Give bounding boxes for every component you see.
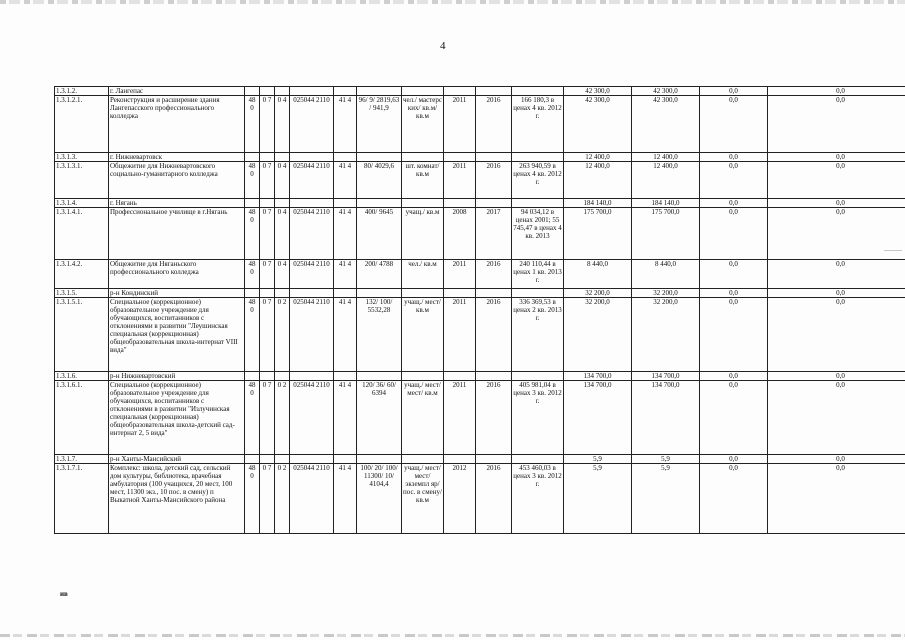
col-capacity-unit [402, 289, 444, 298]
col-target-article: 025044 2110 [290, 260, 334, 289]
item-row [55, 298, 905, 372]
col-amount-4: 0,0 [768, 298, 905, 372]
col-target-article [290, 455, 334, 464]
col-capacity [357, 87, 402, 96]
col-start-year [444, 289, 476, 298]
item-row [55, 260, 905, 289]
col-amount-4: 0,0 [768, 153, 905, 162]
col-ministry: 48 0 [245, 162, 260, 199]
col-ministry: 48 0 [245, 208, 260, 260]
col-amount-4: 0,0 [768, 96, 905, 153]
col-amount-4: 0,0 [768, 455, 905, 464]
row-name: р-н Кондинский [109, 289, 245, 298]
col-amount-3: 0,0 [700, 381, 768, 455]
row-name: р-н Ханты-Мансийский [109, 455, 245, 464]
col-amount-3: 0,0 [700, 96, 768, 153]
col-amount-3: 0,0 [700, 208, 768, 260]
col-section: 0 7 [260, 96, 275, 153]
col-subsection: 0 4 [275, 260, 290, 289]
col-amount-2: 5,9 [632, 464, 700, 534]
col-section [260, 372, 275, 381]
item-row [55, 464, 905, 534]
col-estimated-cost [512, 199, 564, 208]
col-end-year: 2016 [476, 298, 512, 372]
col-end-year: 2017 [476, 208, 512, 260]
col-section: 0 7 [260, 464, 275, 534]
corner-mark: ив [60, 590, 68, 598]
row-code: 1.3.1.5.1. [55, 298, 109, 372]
col-end-year: 2016 [476, 96, 512, 153]
row-code: 1.3.1.3. [55, 153, 109, 162]
col-target-article [290, 87, 334, 96]
col-end-year [476, 455, 512, 464]
row-name: Специальное (коррекционное) образовательное учреждение для обучающихся, воспитанников с отклонениями в развитии "Леушинская специальная (коррекционная) общеобразовательная школа-интернат VIII вида" [109, 298, 245, 372]
col-subsection [275, 153, 290, 162]
col-section: 0 7 [260, 208, 275, 260]
col-expense-type [334, 372, 357, 381]
col-start-year [444, 372, 476, 381]
col-end-year: 2016 [476, 162, 512, 199]
row-code: 1.3.1.4.1. [55, 208, 109, 260]
col-amount-2: 42 300,0 [632, 96, 700, 153]
row-name: р-н Нижневартовский [109, 372, 245, 381]
col-target-article: 025044 2110 [290, 162, 334, 199]
col-ministry [245, 455, 260, 464]
col-capacity-unit [402, 87, 444, 96]
group-row [55, 199, 905, 208]
col-start-year [444, 455, 476, 464]
col-amount-3: 0,0 [700, 87, 768, 96]
col-start-year: 2011 [444, 298, 476, 372]
col-amount-3: 0,0 [700, 298, 768, 372]
col-ministry: 48 0 [245, 464, 260, 534]
group-row [55, 153, 905, 162]
row-code: 1.3.1.4. [55, 199, 109, 208]
col-capacity [357, 372, 402, 381]
col-section [260, 199, 275, 208]
row-name: г. Лангепас [109, 87, 245, 96]
col-subsection [275, 455, 290, 464]
col-amount-2: 134 700,0 [632, 381, 700, 455]
col-estimated-cost: 166 180,3 в ценах 4 кв. 2012 г. [512, 96, 564, 153]
col-estimated-cost: 240 110,44 в ценах 1 кв. 2013 г. [512, 260, 564, 289]
col-section: 0 7 [260, 260, 275, 289]
col-ministry: 48 0 [245, 298, 260, 372]
col-estimated-cost: 336 369,53 в ценах 2 кв. 2013 г. [512, 298, 564, 372]
col-end-year [476, 87, 512, 96]
col-expense-type [334, 289, 357, 298]
col-capacity [357, 455, 402, 464]
col-amount-4: 0,0 [768, 260, 905, 289]
scan-top-edge [0, 0, 905, 4]
col-ministry: 48 0 [245, 381, 260, 455]
col-subsection: 0 2 [275, 381, 290, 455]
col-capacity-unit: учащ./ мест/ мест/ кв.м [402, 381, 444, 455]
col-target-article [290, 199, 334, 208]
col-expense-type: 41 4 [334, 464, 357, 534]
col-capacity-unit: учащ./ мест/ кв.м [402, 298, 444, 372]
col-subsection [275, 372, 290, 381]
col-capacity-unit [402, 372, 444, 381]
col-capacity [357, 289, 402, 298]
col-section [260, 289, 275, 298]
col-amount-1: 134 700,0 [564, 381, 632, 455]
col-section: 0 7 [260, 298, 275, 372]
row-code: 1.3.1.2.1. [55, 96, 109, 153]
col-amount-3: 0,0 [700, 153, 768, 162]
col-estimated-cost: 263 940,59 в ценах 4 кв. 2012 г. [512, 162, 564, 199]
row-code: 1.3.1.3.1. [55, 162, 109, 199]
col-target-article [290, 289, 334, 298]
col-capacity-unit [402, 455, 444, 464]
col-subsection: 0 2 [275, 464, 290, 534]
col-expense-type: 41 4 [334, 298, 357, 372]
col-end-year [476, 153, 512, 162]
col-amount-1: 32 200,0 [564, 298, 632, 372]
col-capacity [357, 199, 402, 208]
col-ministry [245, 87, 260, 96]
col-section: 0 7 [260, 162, 275, 199]
col-amount-4: 0,0 [768, 162, 905, 199]
col-capacity: 200/ 4788 [357, 260, 402, 289]
row-name: Профессиональное училище в г.Нягань [109, 208, 245, 260]
col-amount-4: 0,0 [768, 372, 905, 381]
col-capacity: 80/ 4029,6 [357, 162, 402, 199]
col-capacity-unit: чел./ кв.м [402, 260, 444, 289]
row-name: г. Нягань [109, 199, 245, 208]
col-start-year [444, 153, 476, 162]
col-amount-2: 184 140,0 [632, 199, 700, 208]
col-expense-type [334, 153, 357, 162]
col-ministry [245, 199, 260, 208]
item-row [55, 162, 905, 199]
col-amount-2: 42 300,0 [632, 87, 700, 96]
row-name: г. Нижневартовск [109, 153, 245, 162]
col-amount-1: 42 300,0 [564, 96, 632, 153]
col-amount-1: 134 700,0 [564, 372, 632, 381]
col-start-year [444, 87, 476, 96]
col-expense-type [334, 87, 357, 96]
col-start-year: 2011 [444, 381, 476, 455]
col-amount-3: 0,0 [700, 199, 768, 208]
col-amount-3: 0,0 [700, 455, 768, 464]
item-row [55, 208, 905, 260]
col-start-year: 2011 [444, 162, 476, 199]
item-row [55, 381, 905, 455]
col-end-year: 2016 [476, 381, 512, 455]
col-amount-2: 12 400,0 [632, 162, 700, 199]
row-name: Общежитие для Нижневартовского социально-гуманитарного колледжа [109, 162, 245, 199]
col-start-year: 2011 [444, 96, 476, 153]
col-ministry [245, 289, 260, 298]
col-amount-4: 0,0 [768, 87, 905, 96]
col-target-article: 025044 2110 [290, 96, 334, 153]
col-expense-type: 41 4 [334, 260, 357, 289]
row-name: Специальное (коррекционное) образовательное учреждение для обучающихся, воспитанников с отклонениями в развитии "Излучинская специальная (коррекционная) общеобразовательная школа-детский сад-интернат 2, 5 вида" [109, 381, 245, 455]
row-name: Комплекс: школа, детский сад, сельский дом культуры, библиотека, врачебная амбулатория (100 учащихся, 20 мест, 100 мест, 11300 экз., 10 пос. в смену) п Выкатной Ханты-Мансийского района [109, 464, 245, 534]
col-estimated-cost [512, 289, 564, 298]
col-section [260, 153, 275, 162]
col-amount-1: 8 440,0 [564, 260, 632, 289]
col-target-article [290, 372, 334, 381]
col-expense-type: 41 4 [334, 208, 357, 260]
col-amount-2: 8 440,0 [632, 260, 700, 289]
col-end-year: 2016 [476, 260, 512, 289]
col-amount-1: 12 400,0 [564, 153, 632, 162]
col-amount-2: 32 200,0 [632, 289, 700, 298]
col-amount-1: 5,9 [564, 464, 632, 534]
col-amount-3: 0,0 [700, 372, 768, 381]
col-amount-3: 0,0 [700, 162, 768, 199]
row-code: 1.3.1.2. [55, 87, 109, 96]
col-capacity-unit: учащ./ кв.м [402, 208, 444, 260]
col-target-article: 025044 2110 [290, 298, 334, 372]
col-subsection [275, 289, 290, 298]
col-end-year: 2016 [476, 464, 512, 534]
col-amount-3: 0,0 [700, 464, 768, 534]
col-ministry [245, 372, 260, 381]
col-capacity-unit: учащ./ мест/ мест/ экземпл яр/ пос. в смену/ кв.м [402, 464, 444, 534]
item-row [55, 96, 905, 153]
col-estimated-cost [512, 455, 564, 464]
col-expense-type [334, 455, 357, 464]
scan-bottom-edge [0, 634, 905, 637]
col-amount-1: 184 140,0 [564, 199, 632, 208]
col-amount-2: 134 700,0 [632, 372, 700, 381]
col-amount-2: 175 700,0 [632, 208, 700, 260]
col-estimated-cost [512, 87, 564, 96]
col-amount-2: 5,9 [632, 455, 700, 464]
col-capacity-unit [402, 153, 444, 162]
col-ministry [245, 153, 260, 162]
col-capacity: 100/ 20/ 100/ 11300/ 10/ 4104,4 [357, 464, 402, 534]
col-ministry: 48 0 [245, 96, 260, 153]
col-amount-4: 0,0 [768, 381, 905, 455]
col-target-article [290, 153, 334, 162]
row-code: 1.3.1.7.1. [55, 464, 109, 534]
col-section [260, 455, 275, 464]
group-row [55, 455, 905, 464]
col-capacity-unit [402, 199, 444, 208]
col-estimated-cost [512, 153, 564, 162]
row-code: 1.3.1.6.1. [55, 381, 109, 455]
col-subsection [275, 87, 290, 96]
col-target-article: 025044 2110 [290, 381, 334, 455]
col-target-article: 025044 2110 [290, 208, 334, 260]
col-expense-type: 41 4 [334, 96, 357, 153]
col-end-year [476, 372, 512, 381]
col-expense-type: 41 4 [334, 381, 357, 455]
col-section: 0 7 [260, 381, 275, 455]
row-name: Общежитие для Няганьского профессионального колледжа [109, 260, 245, 289]
col-start-year: 2011 [444, 260, 476, 289]
col-subsection: 0 4 [275, 208, 290, 260]
col-amount-4: 0,0 [768, 464, 905, 534]
row-code: 1.3.1.6. [55, 372, 109, 381]
row-code: 1.3.1.7. [55, 455, 109, 464]
col-section [260, 87, 275, 96]
page-number: 4 [440, 40, 446, 52]
col-amount-1: 12 400,0 [564, 162, 632, 199]
row-code: 1.3.1.4.2. [55, 260, 109, 289]
col-subsection: 0 4 [275, 96, 290, 153]
col-subsection: 0 2 [275, 298, 290, 372]
col-amount-1: 42 300,0 [564, 87, 632, 96]
col-target-article: 025044 2110 [290, 464, 334, 534]
col-amount-4: 0,0 [768, 289, 905, 298]
col-capacity-unit: шт. комнат/ кв.м [402, 162, 444, 199]
col-estimated-cost [512, 372, 564, 381]
group-row [55, 372, 905, 381]
col-capacity [357, 153, 402, 162]
col-start-year [444, 199, 476, 208]
row-name: Реконструкция и расширение здания Лангепасского профессионального колледжа [109, 96, 245, 153]
col-amount-4: 0,0 [768, 199, 905, 208]
col-estimated-cost: 94 034,12 в ценах 2001; 55 745,47 в ценах 4 кв. 2013 [512, 208, 564, 260]
col-capacity: 132/ 100/ 5532,28 [357, 298, 402, 372]
col-capacity-unit: чел./ мастерс ких/ кв.м/ кв.м [402, 96, 444, 153]
col-subsection [275, 199, 290, 208]
col-capacity: 96/ 9/ 2819,63 / 941,9 [357, 96, 402, 153]
col-end-year [476, 199, 512, 208]
col-estimated-cost: 453 460,03 в ценах 3 кв. 2012 г. [512, 464, 564, 534]
col-amount-4: 0,0 [768, 208, 905, 260]
col-capacity: 400/ 9645 [357, 208, 402, 260]
col-amount-1: 175 700,0 [564, 208, 632, 260]
col-amount-2: 12 400,0 [632, 153, 700, 162]
group-row [55, 87, 905, 96]
col-expense-type [334, 199, 357, 208]
col-capacity: 120/ 36/ 60/ 6394 [357, 381, 402, 455]
col-amount-3: 0,0 [700, 260, 768, 289]
col-amount-1: 32 200,0 [564, 289, 632, 298]
group-row [55, 289, 905, 298]
col-amount-3: 0,0 [700, 289, 768, 298]
col-expense-type: 41 4 [334, 162, 357, 199]
col-amount-1: 5,9 [564, 455, 632, 464]
row-code: 1.3.1.5. [55, 289, 109, 298]
investment-table [54, 86, 905, 534]
col-subsection: 0 4 [275, 162, 290, 199]
col-end-year [476, 289, 512, 298]
col-start-year: 2008 [444, 208, 476, 260]
col-ministry: 48 0 [245, 260, 260, 289]
col-start-year: 2012 [444, 464, 476, 534]
col-amount-2: 32 200,0 [632, 298, 700, 372]
col-estimated-cost: 405 981,04 в ценах 3 кв. 2012 г. [512, 381, 564, 455]
